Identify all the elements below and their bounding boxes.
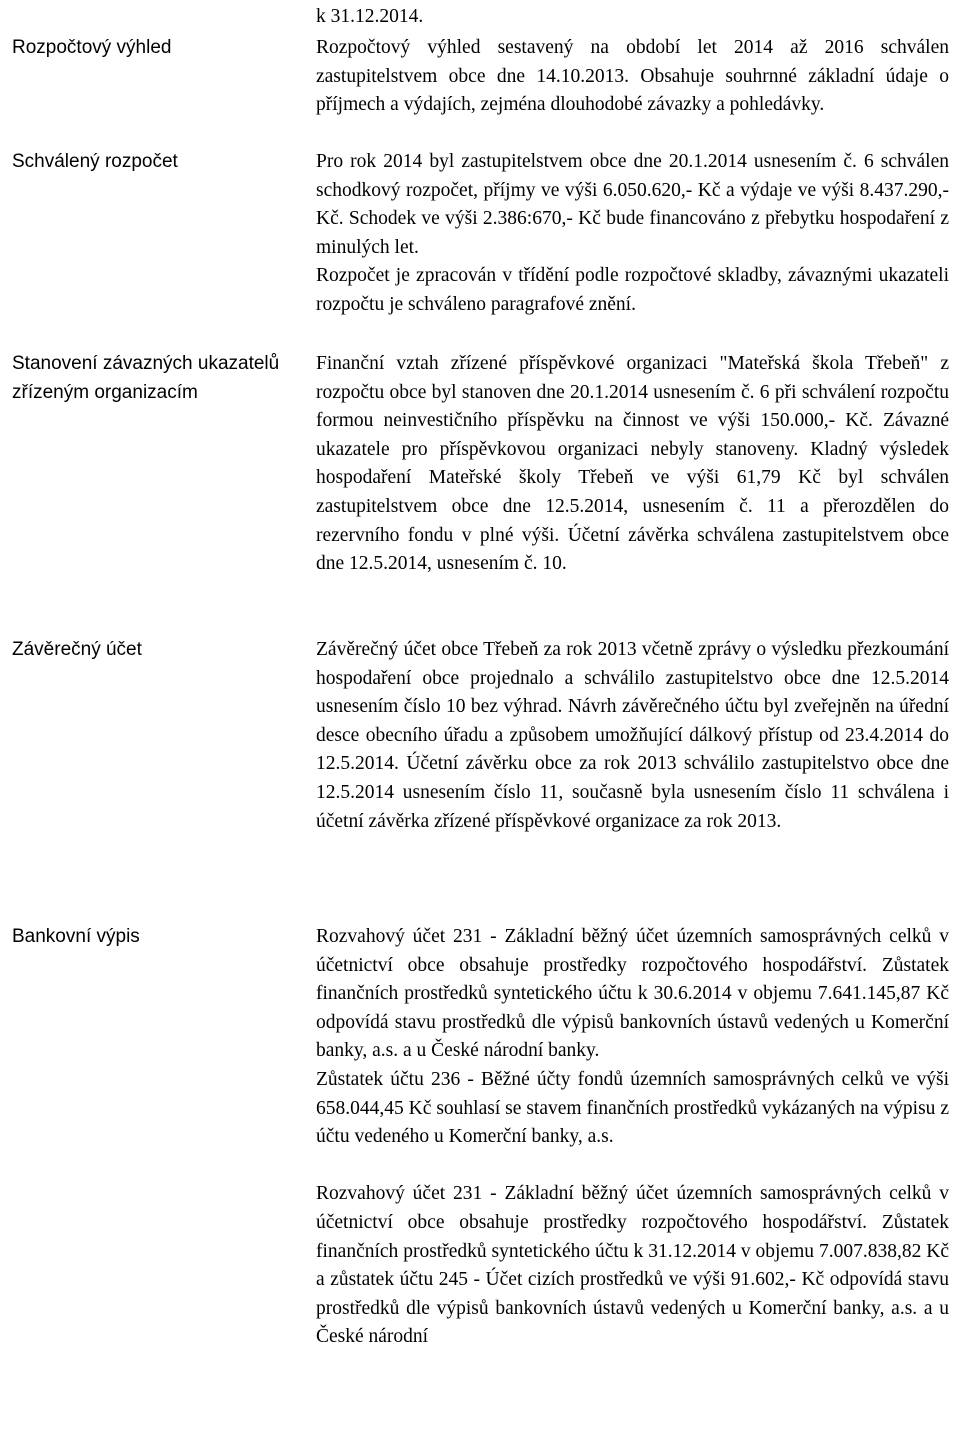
section-label: Bankovní výpis [12, 926, 140, 947]
section-label: Schválený rozpočet [12, 151, 178, 172]
paragraph-spacer [316, 1152, 949, 1181]
section-paragraph: Závěrečný účet obce Třebeň za rok 2013 včetně zprávy o výsledku přezkoumání hospodaření obce projednalo a schválilo zastupitelstvo obce dne 12.5.2014 usnesením číslo 10 bez výhrad. Návrh závěrečného účtu byl zveřejněn na úřední desce obecního úřadu a způsobem umožňující dálkový přístup od 23.4.2014 do 12.5.2014. Účetní závěrku obce za rok 2013 schválilo zastupitelstvo obce dne 12.5.2014 usnesením číslo 11, současně byla usnesením číslo 11 schválena i účetní závěrka zřízené příspěvkové organizace za rok 2013. [316, 639, 949, 832]
section-content [316, 34, 949, 120]
section-label: Stanovení závazných ukazatelů zřízeným organizacím [12, 353, 280, 403]
section-label: Závěrečný účet [12, 639, 142, 660]
section-label: Rozpočtový výhled [12, 37, 172, 58]
section-paragraph: Rozvahový účet 231 - Základní běžný účet územních samosprávných celků v účetnictví obce obsahuje prostředky rozpočtového hospodářství. Zůstatek finančních prostředků syntetického účtu k 31.12.2014 v objemu 7.007.838,82 Kč a zůstatek účtu 245 - Účet cizích prostředků ve výši 91.602,- Kč odpovídá stavu prostředků dle výpisů bankovních ústavů vedených u Komerční banky, a.s. a u České národní [316, 1183, 949, 1348]
section-content [316, 636, 949, 836]
section-paragraph: Pro rok 2014 byl zastupitelstvem obce dne 20.1.2014 usnesením č. 6 schválen schodkový rozpočet, příjmy ve výši 6.050.620,- Kč a výdaje ve výši 8.437.290,- Kč. Schodek ve výši 2.386:670,- Kč bude financováno z přebytku hospodaření z minulých let. [316, 151, 949, 258]
section-paragraph: Rozvahový účet 231 - Základní běžný účet územních samosprávných celků v účetnictví obce obsahuje prostředky rozpočtového hospodářství. Zůstatek finančních prostředků syntetického účtu k 30.6.2014 v objemu 7.641.145,87 Kč odpovídá stavu prostředků dle výpisů bankovních ústavů vedených u Komerční banky, a.s. a u České národní banky. [316, 926, 949, 1062]
section-content [316, 923, 949, 1352]
section-paragraph: Finanční vztah zřízené příspěvkové organizaci "Mateřská škola Třebeň" z rozpočtu obce byl stanoven dne 20.1.2014 usnesením č. 6 při schválení rozpočtu formou neinvestičního příspěvku na činnost ve výši 150.000,- Kč. Závazné ukazatele pro příspěvkovou organizaci nebyly stanoveny. Kladný výsledek hospodaření Mateřské školy Třebeň ve výši 61,79 Kč byl schválen zastupitelstvem obce dne 12.5.2014, usnesením č. 11 a přerozdělen do rezervního fondu v plné výši. Účetní závěrka schválena zastupitelstvem obce dne 12.5.2014, usnesením č. 10. [316, 353, 949, 575]
section-content [316, 148, 949, 320]
continuation-text: k 31.12.2014. [316, 6, 424, 27]
section-content [316, 350, 949, 579]
section-paragraph: Rozpočet je zpracován v třídění podle rozpočtové skladby, závaznými ukazateli rozpočtu je schváleno paragrafové znění. [316, 265, 949, 315]
section-paragraph: Rozpočtový výhled sestavený na období let 2014 až 2016 schválen zastupitelstvem obce dne 14.10.2013. Obsahuje souhrnné základní údaje o příjmech a výdajích, zejména dlouhodobé závazky a pohledávky. [316, 37, 949, 116]
section-paragraph: Zůstatek účtu 236 - Běžné účty fondů územních samosprávných celků ve výši 658.044,45 Kč souhlasí se stavem finančních prostředků vykázaných na výpisu z účtu vedeného u Komerční banky, a.s. [316, 1068, 949, 1148]
